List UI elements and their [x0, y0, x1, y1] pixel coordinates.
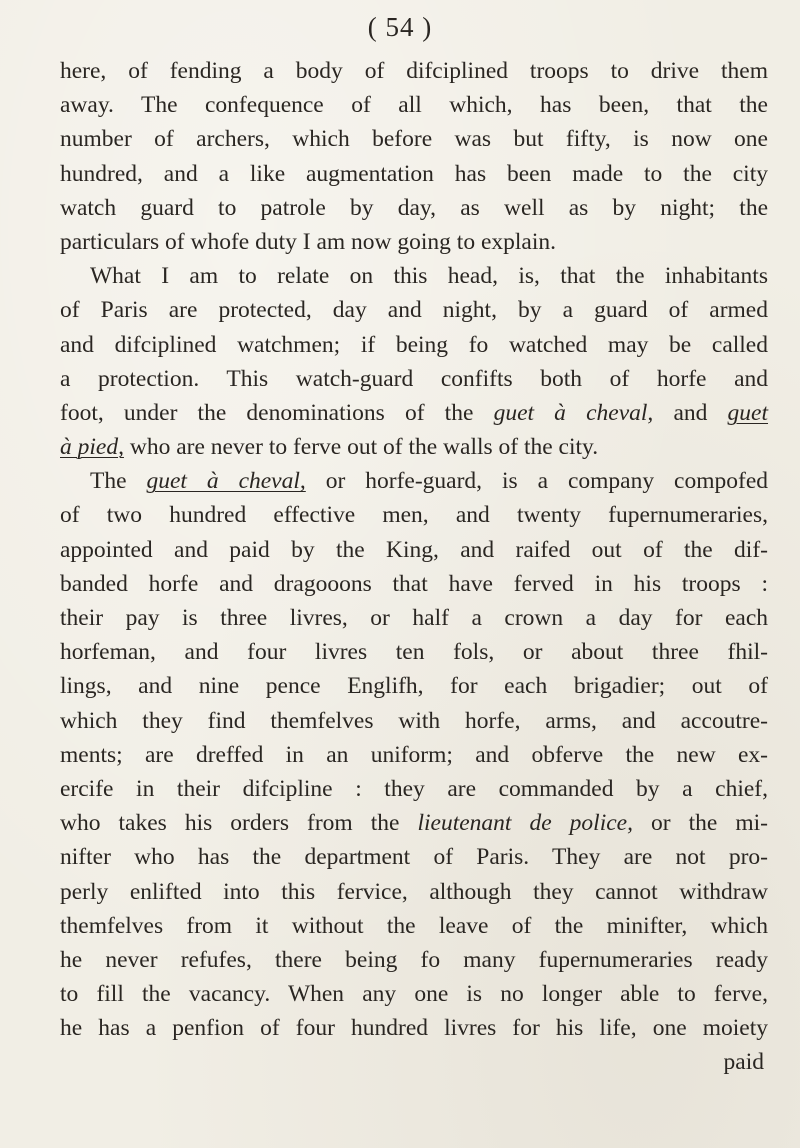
text-segment: foot, under the denominations of the: [60, 399, 494, 426]
text-line: [60, 259, 768, 293]
text-line: [60, 601, 768, 635]
text-line: [60, 772, 768, 806]
text-segment: The: [90, 468, 147, 495]
text-line: [60, 943, 768, 977]
text-segment: ercife in their difcipline : they are commanded by a chief,: [60, 775, 768, 802]
text-segment: horfeman, and four livres ten fols, or about three fhil-: [60, 639, 768, 666]
text-segment: who takes his orders from the: [60, 810, 418, 837]
text-segment: watch guard to patrole by day, as well as by night; the: [60, 194, 768, 221]
text-line: [60, 498, 768, 532]
catchword: [60, 1045, 768, 1079]
text-line: [60, 396, 768, 430]
text-segment: to fill the vacancy. When any one is no longer able to ferve,: [60, 981, 768, 1008]
text-line: [60, 635, 768, 669]
italic-phrase: lieutenant de police,: [417, 810, 633, 837]
text-line: [60, 977, 768, 1011]
text-segment: hundred, and a like augmentation has been made to the city: [60, 160, 768, 187]
text-line: [60, 54, 768, 88]
text-segment: which they find themfelves with horfe, arms, and accoutre-: [60, 707, 768, 734]
text-segment: away. The confequence of all which, has been, that the: [60, 92, 768, 119]
text-line: [60, 88, 768, 122]
text-line: [60, 738, 768, 772]
text-line: [60, 909, 768, 943]
text-segment: appointed and paid by the King, and raifed out of the dif-: [60, 536, 768, 563]
text-segment: ments; are dreffed in an uniform; and obferve the new ex-: [60, 741, 768, 768]
text-segment: banded horfe and dragooons that have ferved in his troops :: [60, 570, 768, 597]
text-line: [60, 1011, 768, 1045]
text-line: [60, 806, 768, 840]
text-line: [60, 328, 768, 362]
text-segment: lings, and nine pence Englifh, for each brigadier; out of: [60, 673, 768, 700]
text-line: [60, 157, 768, 191]
text-segment: their pay is three livres, or half a crown a day for each: [60, 605, 768, 631]
text-segment: and difciplined watchmen; if being fo watched may be called: [60, 331, 768, 358]
text-segment: particulars of whofe duty I am now going to explain.: [60, 228, 556, 255]
text-line: [60, 875, 768, 909]
text-segment: or horfe-guard, is a company compofed: [305, 468, 769, 495]
text-segment: he has a penfion of four hundred livres for his life, one moiety: [60, 1015, 768, 1042]
text-segment: who are never to ferve out of the walls of the city.: [123, 434, 599, 461]
text-line: [60, 225, 768, 259]
text-segment: of Paris are protected, day and night, by a guard of armed: [60, 297, 768, 324]
text-segment: or the mi-: [632, 810, 768, 837]
text-segment: nifter who has the department of Paris. They are not pro-: [60, 844, 768, 871]
text-segment: paid: [723, 1049, 764, 1076]
text-line: [60, 293, 768, 327]
italic-phrase: guet: [727, 399, 769, 426]
text-segment: and: [653, 399, 728, 426]
text-segment: What I am to relate on this head, is, that the inhabitants: [90, 263, 768, 290]
text-line: [60, 669, 768, 703]
text-segment: here, of fending a body of difciplined troops to drive them: [60, 58, 768, 84]
text-segment: a protection. This watch-guard confifts both of horfe and: [60, 365, 768, 392]
text-line: [60, 704, 768, 738]
text-line: [60, 567, 768, 601]
text-line: [60, 362, 768, 396]
text-line: [60, 430, 768, 464]
body-text: [60, 54, 768, 1080]
text-line: [60, 840, 768, 874]
text-line: [60, 122, 768, 156]
text-segment: of two hundred effective men, and twenty fupernumeraries,: [60, 502, 768, 529]
text-line: [60, 191, 768, 225]
text-segment: number of archers, which before was but fifty, is now one: [60, 126, 768, 153]
text-segment: he never refufes, there being fo many fupernumeraries ready: [60, 946, 768, 973]
text-line: [60, 464, 768, 498]
text-line: [60, 533, 768, 567]
italic-phrase: à pied,: [60, 434, 124, 461]
page-number: ( 54 ): [367, 12, 433, 42]
text-segment: themfelves from it without the leave of the minifter, which: [60, 912, 768, 939]
italic-phrase: guet à cheval,: [146, 468, 306, 495]
italic-phrase: guet à cheval,: [493, 399, 654, 426]
text-segment: perly enlifted into this fervice, although they cannot withdraw: [60, 878, 768, 905]
